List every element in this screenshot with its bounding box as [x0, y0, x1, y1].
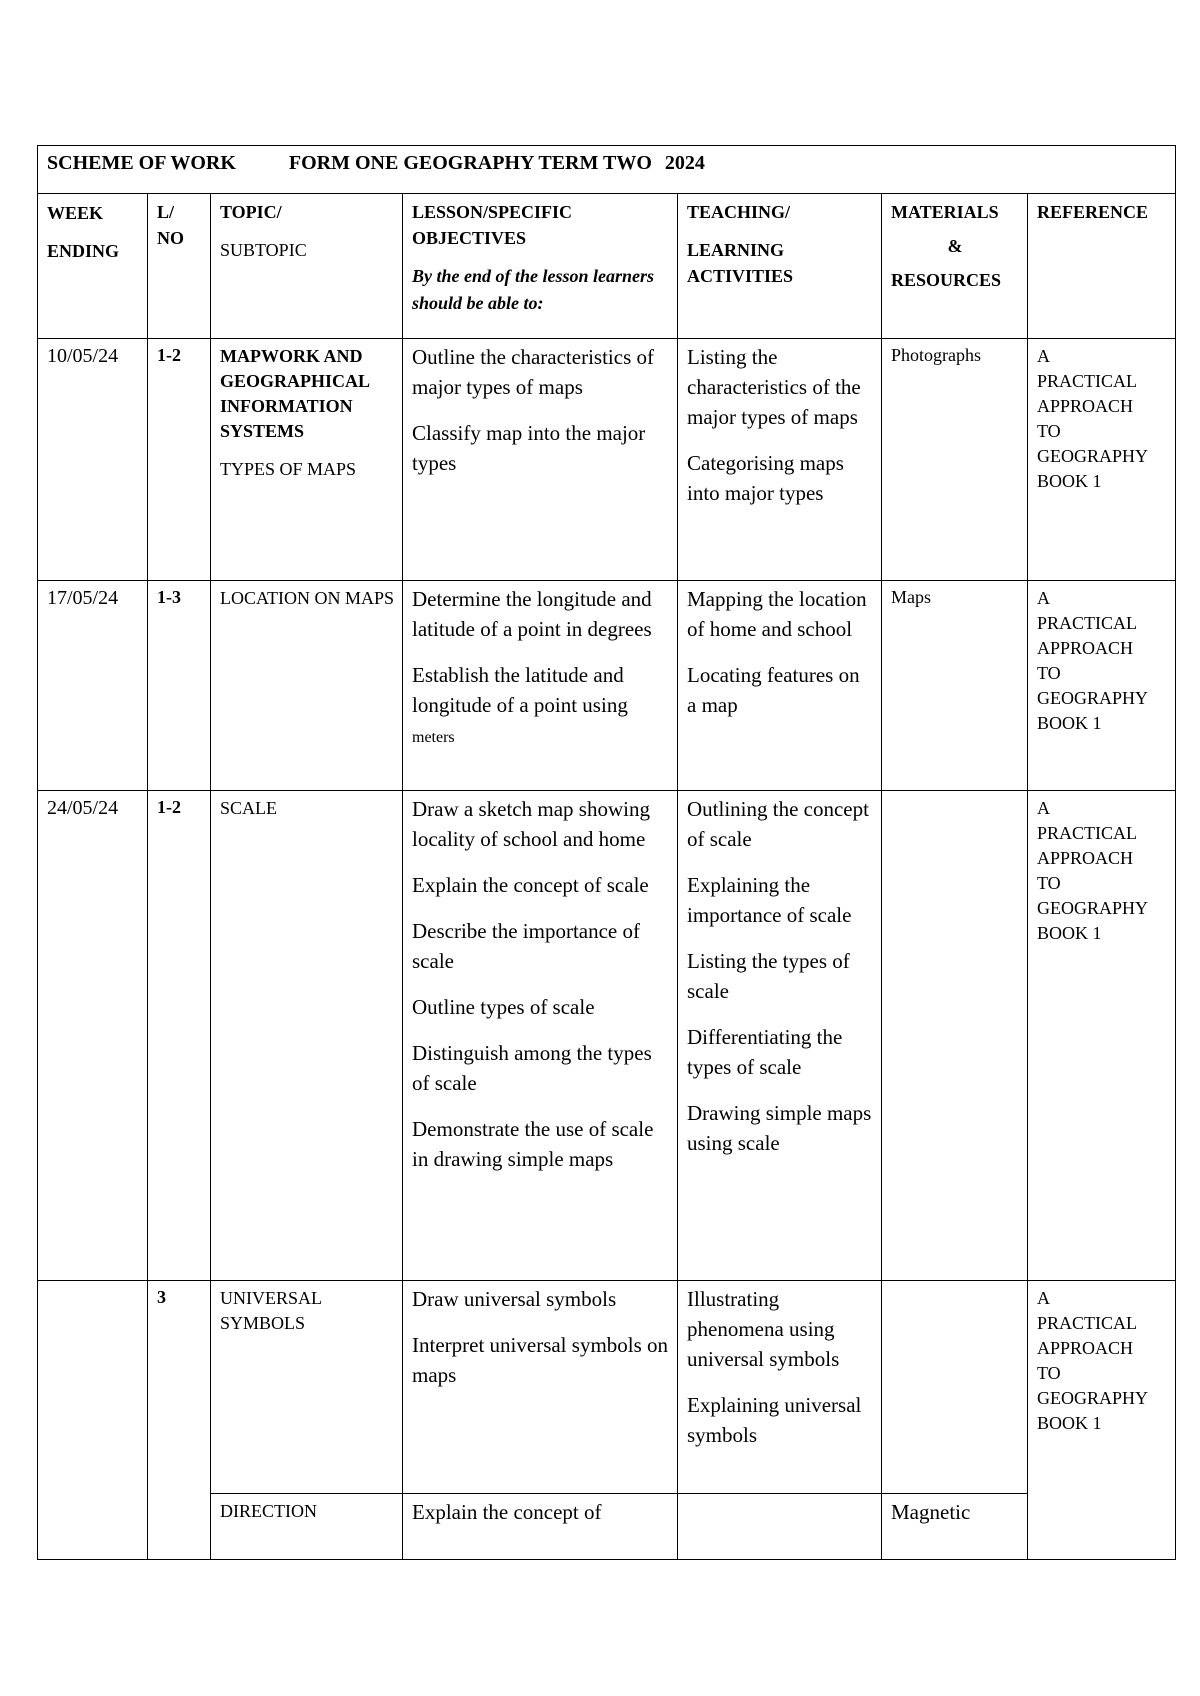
activities-cell: [678, 581, 882, 791]
topic-cell: [211, 581, 403, 791]
materials-cell: [882, 1281, 1028, 1494]
activities-cell: [678, 791, 882, 1281]
subtopic: TYPES OF MAPS: [220, 459, 357, 479]
materials-cell: Magnetic: [882, 1494, 1028, 1560]
week-ending: [38, 1281, 148, 1560]
objective: Draw universal symbols: [412, 1287, 617, 1311]
topic-cell: [211, 791, 403, 1281]
materials-cell: Maps: [882, 581, 1028, 791]
objective: Distinguish among the types of scale: [412, 1041, 652, 1095]
lesson-number: 1-2: [148, 791, 211, 1281]
activity: Mapping the location of home and school: [687, 587, 867, 641]
objective-unit: meters: [412, 729, 455, 746]
table-row: [38, 339, 1176, 581]
table-row: [38, 791, 1176, 1281]
table-row: [38, 1281, 1176, 1494]
activity: Outlining the concept of scale: [687, 797, 869, 851]
activity: Drawing simple maps using scale: [687, 1101, 872, 1155]
topic-title: MAPWORK AND GEOGRAPHICAL INFORMATION SYSTEMS: [220, 346, 370, 441]
title-scheme: SCHEME OF WORK: [47, 152, 236, 174]
activity: Differentiating the types of scale: [687, 1025, 843, 1079]
objectives-cell: [403, 581, 678, 791]
activity: Locating features on a map: [687, 663, 860, 717]
objective: Describe the importance of scale: [412, 919, 640, 973]
subtopic: UNIVERSAL SYMBOLS: [220, 1288, 322, 1333]
reference-cell: A PRACTICAL APPROACH TO GEOGRAPHY BOOK 1: [1028, 581, 1176, 791]
topic-cell: [211, 1494, 403, 1560]
objective: Explain the concept of scale: [412, 873, 649, 897]
objective: Explain the concept of: [412, 1500, 602, 1524]
header-week: WEEK ENDING: [38, 194, 148, 339]
topic-cell: [211, 339, 403, 581]
objective: Outline the characteristics of major types of maps: [412, 345, 654, 399]
week-ending: 17/05/24: [38, 581, 148, 791]
lesson-number: 1-2: [148, 339, 211, 581]
header-row: [38, 194, 1176, 339]
objectives-note: By the end of the lesson learners should be able to:: [412, 266, 655, 313]
topic-cell: [211, 1281, 403, 1494]
activity: Listing the types of scale: [687, 949, 850, 1003]
objectives-cell: [403, 791, 678, 1281]
reference-cell: A PRACTICAL APPROACH TO GEOGRAPHY BOOK 1: [1028, 1281, 1176, 1560]
table-row: [38, 581, 1176, 791]
reference-cell: A PRACTICAL APPROACH TO GEOGRAPHY BOOK 1: [1028, 339, 1176, 581]
objective: Classify map into the major types: [412, 421, 646, 475]
scheme-of-work-table: [37, 145, 1176, 1560]
header-materials: MATERIALS & RESOURCES: [882, 194, 1028, 339]
lesson-number: 1-3: [148, 581, 211, 791]
objectives-cell: [403, 339, 678, 581]
materials-cell: [882, 791, 1028, 1281]
activities-cell: [678, 339, 882, 581]
lesson-number: 3: [148, 1281, 211, 1560]
header-objectives: LESSON/SPECIFIC OBJECTIVES By the end of the lesson learners should be able to:: [403, 194, 678, 339]
week-ending: 24/05/24: [38, 791, 148, 1281]
objective: Establish the latitude and longitude of a point using meters: [412, 663, 628, 746]
header-topic: TOPIC/ SUBTOPIC: [211, 194, 403, 339]
header-reference: REFERENCE: [1028, 194, 1176, 339]
activity: Categorising maps into major types: [687, 451, 844, 505]
reference-cell: A PRACTICAL APPROACH TO GEOGRAPHY BOOK 1: [1028, 791, 1176, 1281]
activities-cell: [678, 1281, 882, 1494]
objective: Determine the longitude and latitude of a point in degrees: [412, 587, 652, 641]
title-form: FORM ONE GEOGRAPHY TERM TWO: [288, 152, 652, 174]
activity: Explaining universal symbols: [687, 1393, 862, 1447]
activity: Listing the characteristics of the major types of maps: [687, 345, 861, 429]
activity: Explaining the importance of scale: [687, 873, 852, 927]
table-title: [38, 146, 1176, 194]
objective: Demonstrate the use of scale in drawing simple maps: [412, 1117, 654, 1171]
title-year: 2024: [664, 152, 705, 174]
activities-cell: [678, 1494, 882, 1560]
objectives-cell: [403, 1281, 678, 1494]
objective: Interpret universal symbols on maps: [412, 1333, 669, 1387]
objective: Draw a sketch map showing locality of school and home: [412, 797, 650, 851]
week-ending: 10/05/24: [38, 339, 148, 581]
header-activities: TEACHING/ LEARNING ACTIVITIES: [678, 194, 882, 339]
subtopic: SCALE: [220, 798, 278, 818]
objectives-cell: [403, 1494, 678, 1560]
subtopic: LOCATION ON MAPS: [220, 588, 395, 608]
materials-cell: Photographs: [882, 339, 1028, 581]
activity: Illustrating phenomena using universal symbols: [687, 1287, 840, 1371]
objective: Outline types of scale: [412, 995, 595, 1019]
header-lno: L/ NO: [148, 194, 211, 339]
subtopic: DIRECTION: [220, 1501, 317, 1521]
